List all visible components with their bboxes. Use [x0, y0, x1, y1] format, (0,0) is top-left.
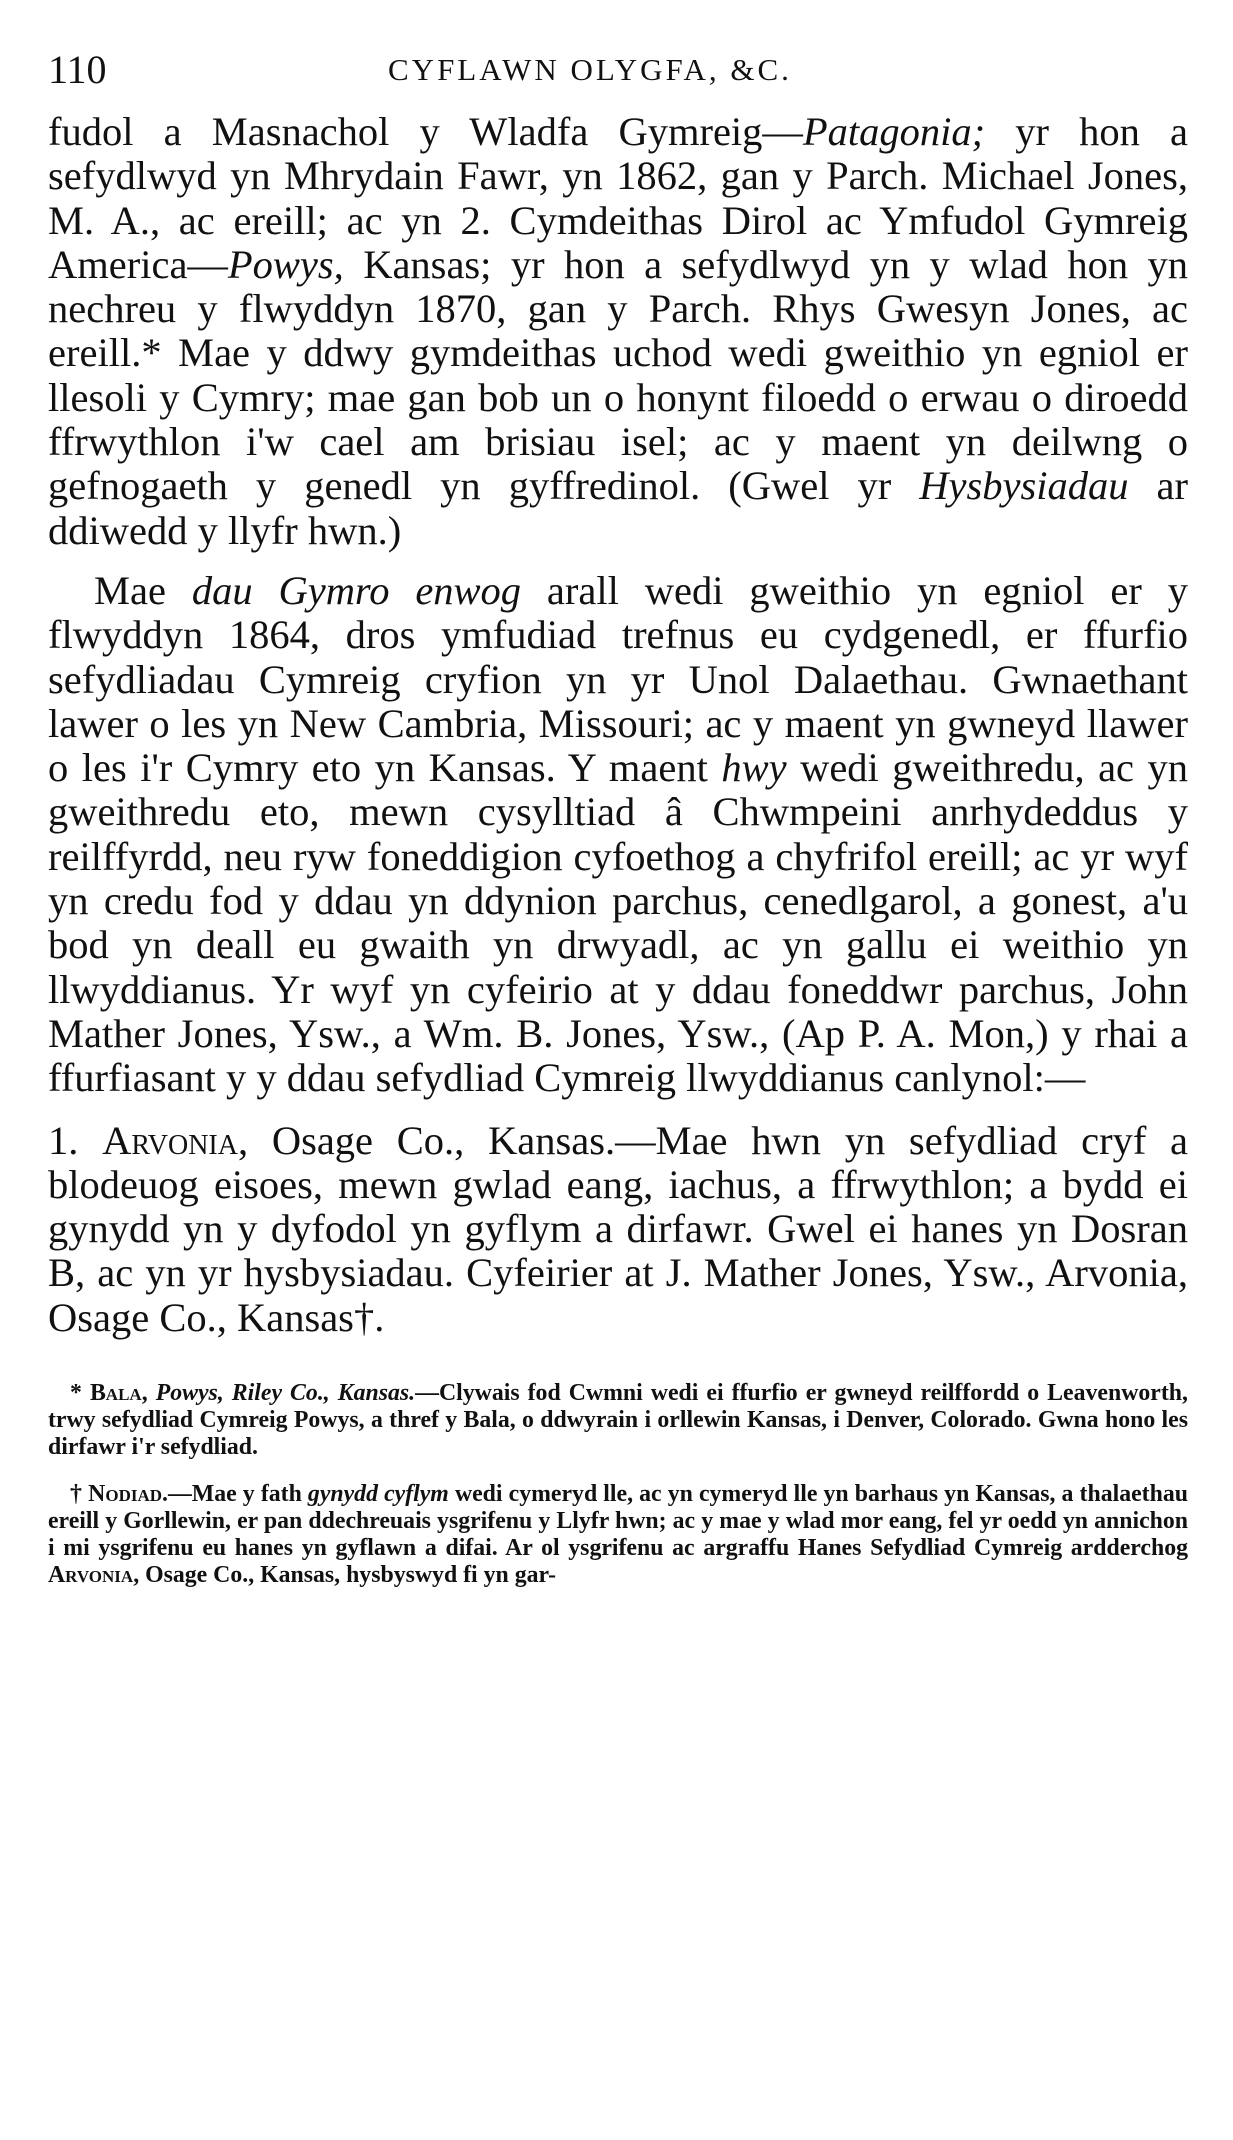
text: 1.	[48, 1117, 103, 1163]
text: yr hon a sefydlwyd yn Mhrydain Fawr, yn 1862, gan y Parch. Michael Jones, M. A., ac ereill; ac yn 2. Cymdeithas Dirol ac Ymfudol Gymreig America—	[48, 109, 1188, 287]
page-header	[48, 46, 1188, 110]
italic-text: Powys, Riley Co., Kansas.	[155, 1380, 416, 1407]
italic-text: hwy	[721, 745, 787, 791]
small-caps-text: Bala	[89, 1380, 142, 1407]
italic-text: Patagonia;	[802, 109, 986, 154]
text: arall wedi gweithio yn egniol er y flwyddyn 1864, dros ymfudiad trefnus eu cydgenedl, er ffurfio sefydliadau Cymreig cryfion yn yr Unol Dalaethau. Gwnaethant lawer o les yn New Cambria, Missouri; ac y maent yn gwneyd llawer o les i'r Cymry eto yn Kansas. Y maent	[48, 567, 1189, 791]
text: Mae	[94, 567, 192, 613]
text: —Clywais fod Cwmni wedi ei ffurfio er gwneyd reilffordd o Leavenworth, trwy sefydliad Cymreig Powys, a thref y Bala, o ddwyrain i orllewin Kansas, i Denver, Colorado. Gwna hono les dirfawr i'r sefydliad.	[48, 1380, 1188, 1461]
text: †	[70, 1481, 89, 1508]
running-title: CYFLAWN OLYGFA, &C.	[388, 52, 792, 87]
text: .—Mae y fath	[162, 1481, 308, 1508]
italic-text: Powys,	[227, 241, 344, 287]
italic-text: gynydd cyflym	[307, 1481, 449, 1508]
text: Kansas; yr hon a sefydlwyd yn y wlad hon yn nechreu y flwyddyn 1870, gan y Parch. Rhys Gwesyn Jones, ac ereill.* Mae y ddwy gymdeithas uchod wedi gweithio yn egniol er llesoli y Cymry; mae gan bob un o honynt filoedd o erwau o diroedd ffrwythlon i'w cael am brisiau isel; ac y maent yn deilwng o gefnogaeth y genedl yn gyffredinol. (Gwel yr	[48, 241, 1188, 509]
small-caps-text: Arvonia	[48, 1562, 134, 1589]
text: , Osage Co., Kansas.—Mae hwn yn sefydliad cryf a blodeuog eisoes, mewn gwlad eang, iachus, a ffrwythlon; a bydd ei gynydd yn y dyfodol yn gyflym a dirfawr. Gwel ei hanes yn Dosran B, ac yn yr hysbysiadau. Cyfeirier at J. Mather Jones, Ysw., Arvonia, Osage Co., Kansas†.	[48, 1117, 1188, 1340]
footnote-bala	[48, 1380, 1188, 1461]
text: *	[70, 1380, 90, 1407]
paragraph-two-welshmen	[48, 569, 1188, 1101]
italic-text: dau Gymro enwog	[191, 567, 522, 613]
page-number: 110	[48, 47, 107, 92]
italic-text: Hysbysiadau	[919, 463, 1129, 509]
text: fudol a Masnachol y Wladfa Gymreig—	[48, 109, 803, 154]
text: wedi cymeryd lle, ac yn cymeryd lle yn barhaus yn Kansas, a thalaethau ereill y Gorllewin, er pan ddechreuais ysgrifenu y Llyfr hwn; ac y mae y wlad mor eang, fel yr oedd yn annichon i mi ysgrifenu eu hanes yn gyflawn a difai. Ar ol ysgrifenu ac argraffu Hanes Sefydliad Cymreig ardderchog	[48, 1481, 1188, 1562]
small-caps-text: Arvonia	[102, 1117, 238, 1163]
paragraph-societies	[48, 110, 1188, 553]
text: , Osage Co., Kansas, hysbyswyd fi yn gar-	[133, 1562, 557, 1589]
text: ar ddiwedd y llyfr hwn.)	[48, 463, 1188, 553]
text: ,	[141, 1380, 156, 1407]
text: wedi gweithredu, ac yn gweithredu eto, mewn cysylltiad â Chwmpeini anrhydeddus y reilffyrdd, neu ryw foneddigion cyfoethog a chyfrifol ereill; ac yr wyf yn credu fod y ddau yn ddynion parchus, cenedlgarol, a gonest, a'u bod yn deall eu gwaith yn drwyadl, ac yn gallu ei weithio yn llwyddianus. Yr wyf yn cyfeirio at y ddau foneddwr parchus, John Mather Jones, Ysw., a Wm. B. Jones, Ysw., (Ap P. A. Mon,) y rhai a ffurfiasant y y ddau sefydliad Cymreig llwyddianus canlynol:—	[48, 745, 1188, 1101]
footnote-nodiad	[48, 1481, 1188, 1589]
paragraph-arvonia	[48, 1119, 1188, 1340]
footnotes	[48, 1380, 1188, 1589]
book-page	[48, 46, 1188, 1589]
small-caps-text: Nodiad	[88, 1481, 163, 1508]
